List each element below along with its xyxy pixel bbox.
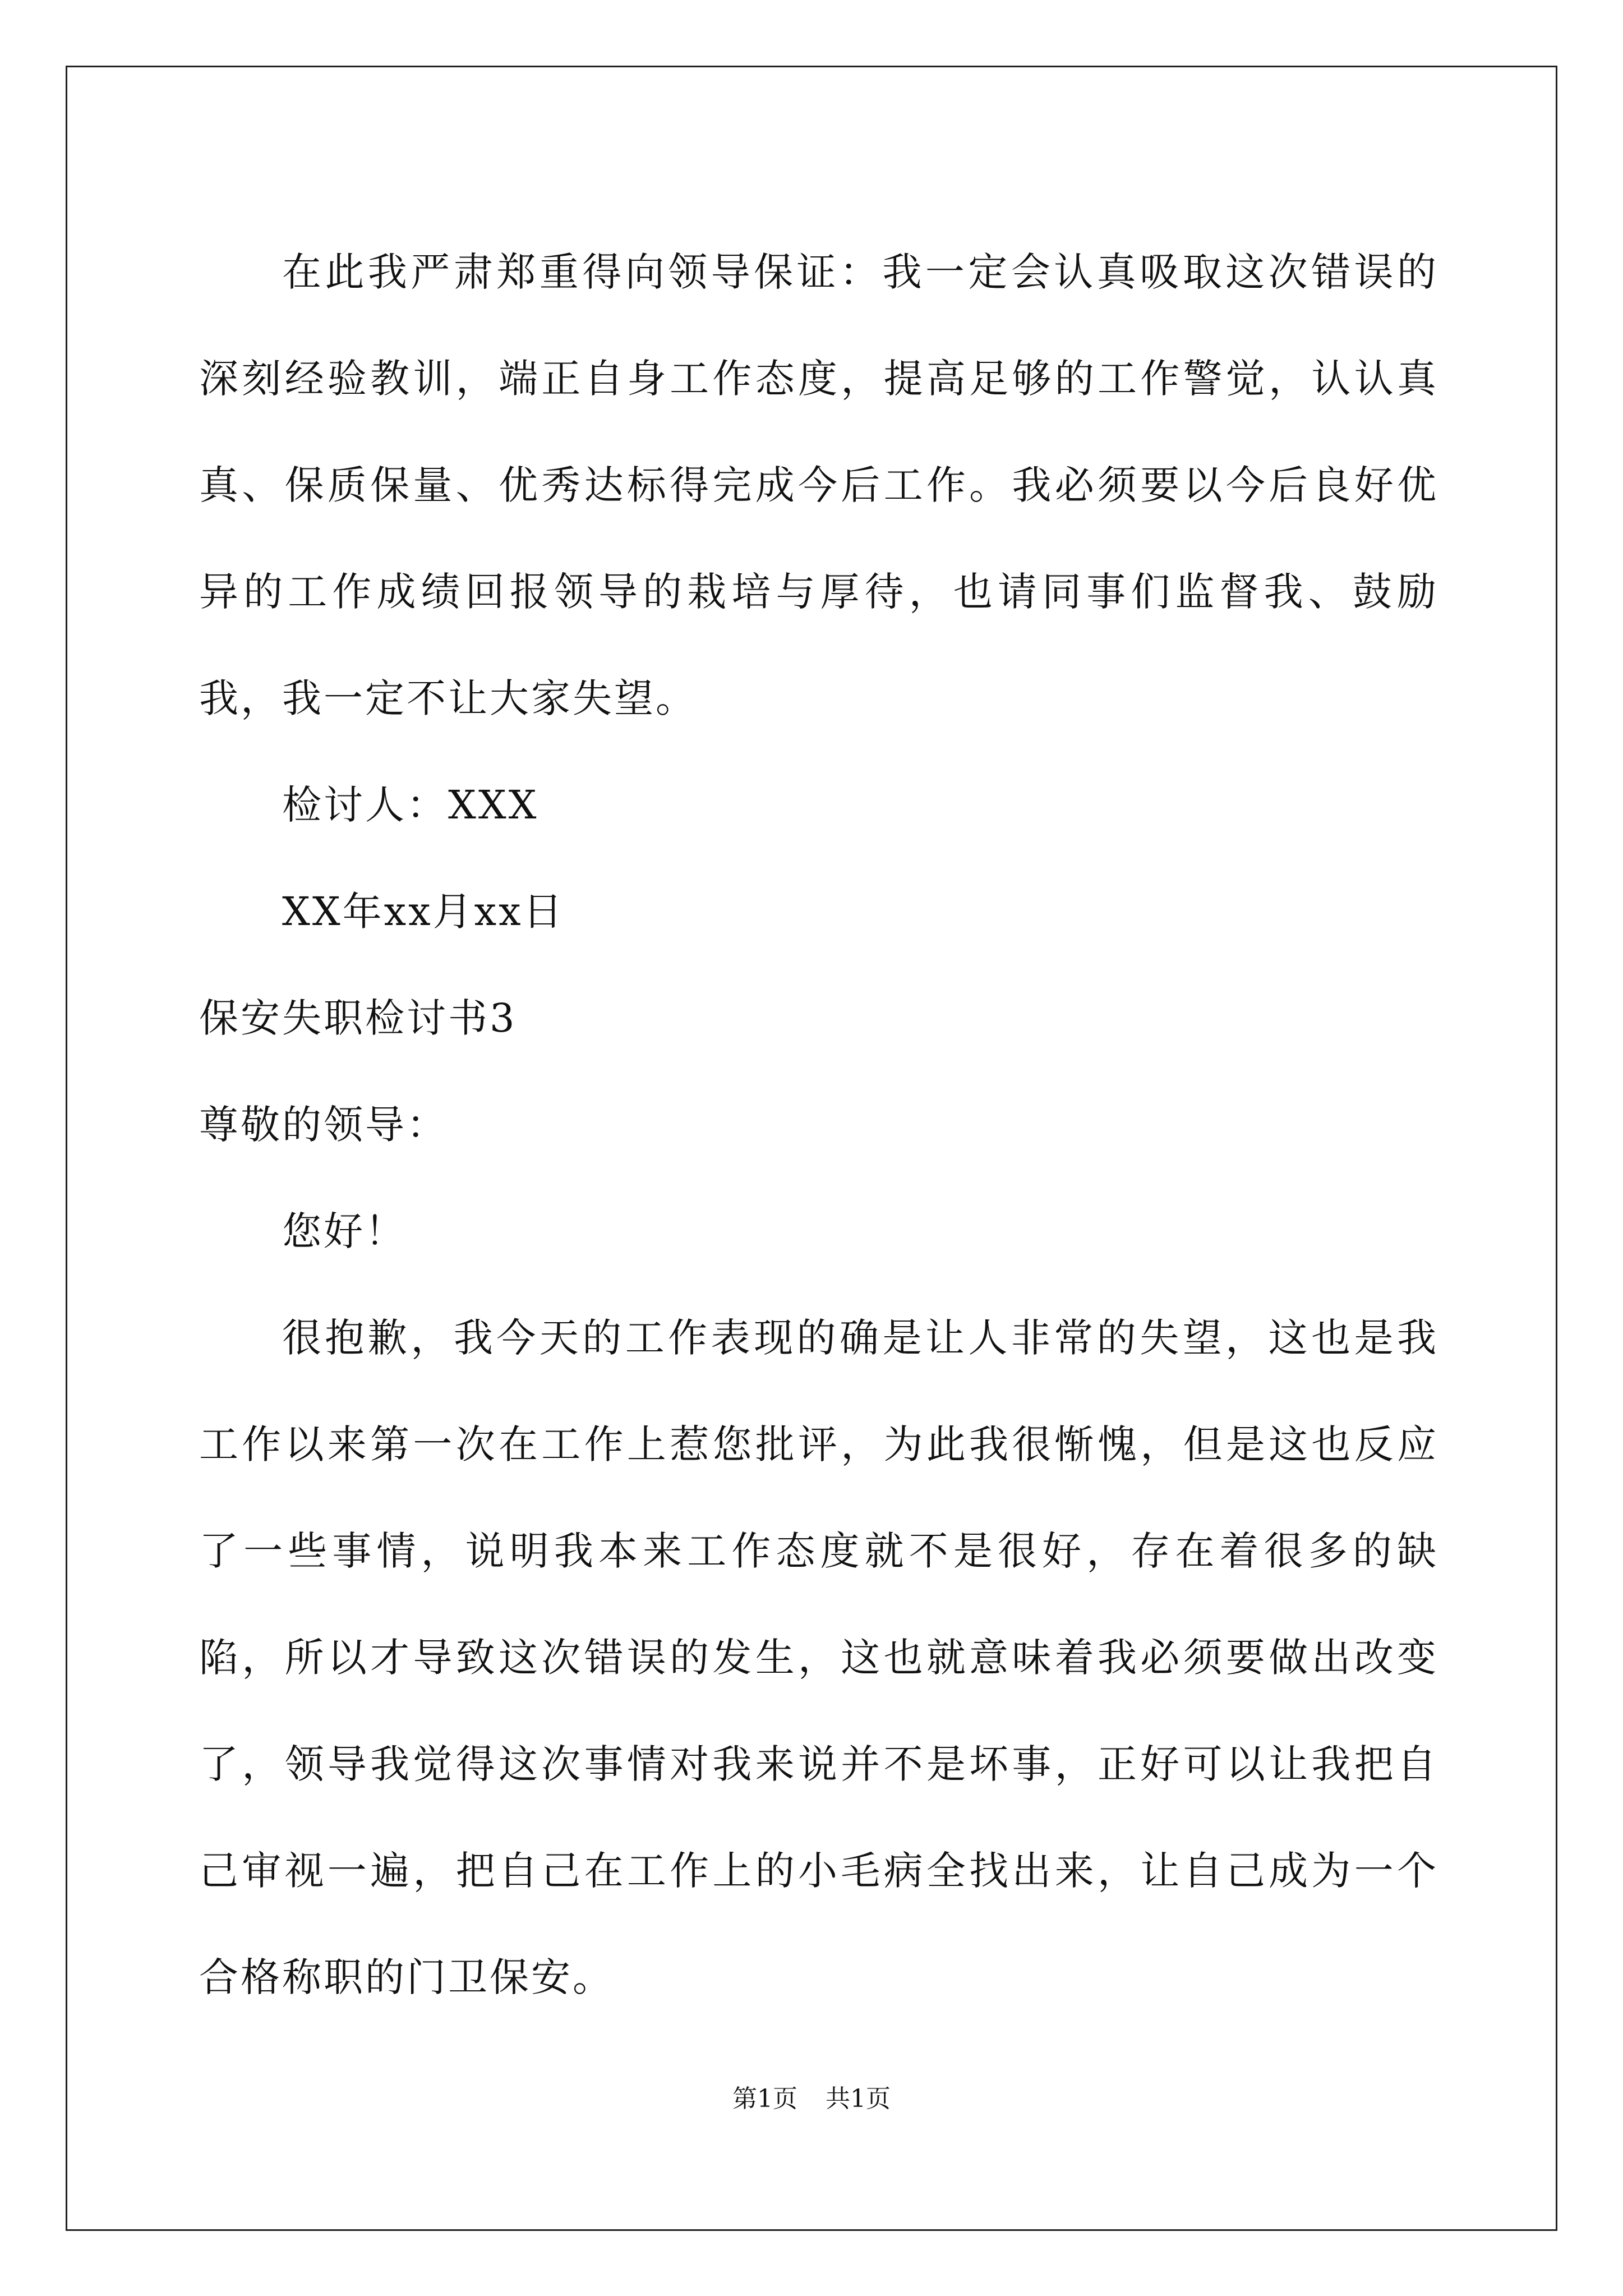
page-number: 第1页: [732, 2085, 797, 2113]
signer-line: 检讨人：XXX: [282, 782, 539, 828]
greeting-line: 您好！: [282, 1208, 407, 1254]
date-line: XX年xx月xx日: [282, 889, 565, 935]
section-title: 保安失职检讨书3: [199, 995, 517, 1041]
body-paragraph: 很抱歉，我今天的工作表现的确是让人非常的失望，这也是我工作以来第一次在工作上惹您批评，为此我很惭愧，但是这也反应了一些事情，说明我本来工作态度就不是很好，存在着很多的缺陷，所以才导致这次错误的发生，这也就意味着我必须要做出改变了，领导我觉得这次事情对我来说并不是坏事，正好可以让我把自己审视一遍，把自己在工作上的小毛病全找出来，让自己成为一个合格称职的门卫保安。: [199, 1315, 1438, 2000]
page-footer: [0, 2082, 1623, 2116]
pledge-paragraph: 在此我严肃郑重得向领导保证：我一定会认真吸取这次错误的深刻经验教训，端正自身工作态度，提高足够的工作警觉，认认真真、保质保量、优秀达标得完成今后工作。我必须要以今后良好优异的工作成绩回报领导的栽培与厚待，也请同事们监督我、鼓励我，我一定不让大家失望。: [199, 249, 1438, 721]
page-total: 共1页: [826, 2085, 891, 2113]
salutation-line: 尊敬的领导：: [199, 1102, 448, 1148]
document-body: [199, 219, 1438, 2031]
